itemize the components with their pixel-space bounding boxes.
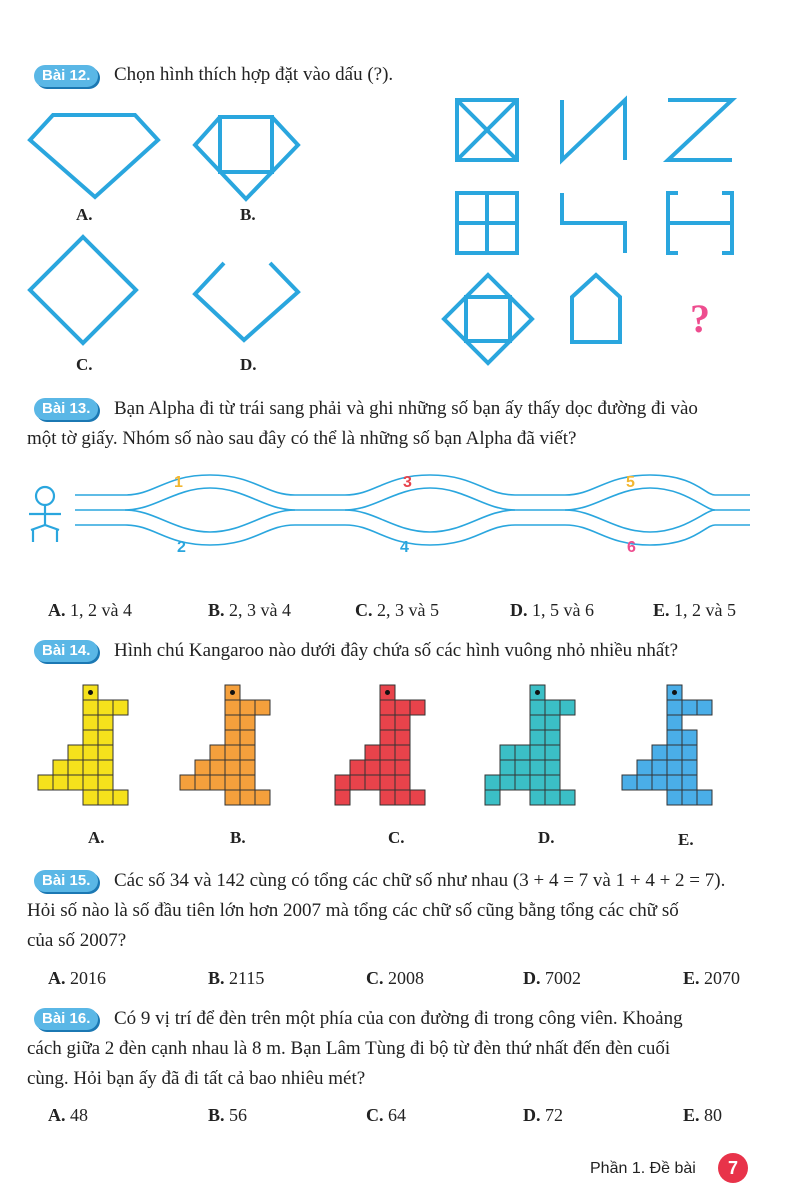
kangaroo-square <box>545 700 560 715</box>
kangaroo-square <box>682 730 697 745</box>
q14-label-c: C. <box>388 828 405 847</box>
kangaroo-square <box>98 760 113 775</box>
kangaroo-square <box>395 760 410 775</box>
q16-option-e[interactable]: E. 80 <box>683 1105 723 1125</box>
kangaroo-square <box>225 775 240 790</box>
q15-line1: Các số 34 và 142 cùng có tổng các chữ số như nhau (3 + 4 = 7 và 1 + 4 + 2 = 7). <box>114 870 726 891</box>
q12-label-d: D. <box>240 355 257 374</box>
kangaroo-square <box>652 775 667 790</box>
kangaroo-square <box>195 775 210 790</box>
kangaroo-square <box>380 730 395 745</box>
kangaroo-square <box>530 700 545 715</box>
q16-badge: Bài 16. <box>34 1008 98 1030</box>
q12-figure-d <box>192 260 307 345</box>
q13-option-a[interactable]: A. 1, 2 và 4 <box>48 600 132 620</box>
kangaroo-square <box>350 775 365 790</box>
kangaroo-square <box>485 790 500 805</box>
q15-option-b[interactable]: B. 2115 <box>208 968 265 988</box>
kangaroo-square <box>83 730 98 745</box>
kangaroo-square <box>500 775 515 790</box>
kangaroo-square <box>365 775 380 790</box>
kangaroo-square <box>255 790 270 805</box>
kangaroo-square <box>682 760 697 775</box>
kangaroo-square <box>395 775 410 790</box>
q12-figure-c <box>27 234 147 350</box>
kangaroo-square <box>395 745 410 760</box>
q13-path-number-3: 3 <box>403 474 412 491</box>
q13-badge: Bài 13. <box>34 398 98 420</box>
q14-kangaroo-b <box>180 685 300 805</box>
kangaroo-square <box>83 715 98 730</box>
q16-option-c[interactable]: C. 64 <box>366 1105 406 1125</box>
q12-label-c: C. <box>76 355 93 374</box>
kangaroo-square <box>53 760 68 775</box>
kangaroo-square <box>395 700 410 715</box>
kangaroo-square <box>410 790 425 805</box>
q13-line2: một tờ giấy. Nhóm số nào sau đây có thể là những số bạn Alpha đã viết? <box>27 428 577 449</box>
q15-badge: Bài 15. <box>34 870 98 892</box>
kangaroo-square <box>395 790 410 805</box>
kangaroo-eye <box>230 690 235 695</box>
q14-kangaroo-d <box>485 685 605 805</box>
kangaroo-square <box>98 745 113 760</box>
kangaroo-square <box>682 775 697 790</box>
kangaroo-square <box>225 700 240 715</box>
kangaroo-square <box>545 745 560 760</box>
kangaroo-square <box>240 730 255 745</box>
kangaroo-square <box>637 760 652 775</box>
kangaroo-square <box>83 760 98 775</box>
kangaroo-square <box>53 775 68 790</box>
kangaroo-square <box>98 775 113 790</box>
kangaroo-square <box>68 760 83 775</box>
kangaroo-square <box>530 775 545 790</box>
kangaroo-square <box>545 775 560 790</box>
kangaroo-square <box>225 715 240 730</box>
q13-option-e[interactable]: E. 1, 2 và 5 <box>653 600 737 620</box>
q13-line1: Bạn Alpha đi từ trái sang phải và ghi những số bạn ấy thấy dọc đường đi vào <box>114 398 698 419</box>
kangaroo-square <box>667 760 682 775</box>
q12-label-a: A. <box>76 205 93 224</box>
kangaroo-square <box>225 760 240 775</box>
kangaroo-square <box>335 775 350 790</box>
q14-text: Hình chú Kangaroo nào dưới đây chứa số các hình vuông nhỏ nhiều nhất? <box>114 640 679 661</box>
kangaroo-square <box>98 700 113 715</box>
kangaroo-square <box>255 700 270 715</box>
kangaroo-square <box>652 745 667 760</box>
kangaroo-square <box>98 715 113 730</box>
kangaroo-square <box>667 745 682 760</box>
q12-pattern-grid <box>440 95 740 355</box>
kangaroo-square <box>515 760 530 775</box>
kangaroo-square <box>667 715 682 730</box>
q15-line2: Hỏi số nào là số đầu tiên lớn hơn 2007 mà tổng các chữ số cũng bằng tổng các chữ số <box>27 900 679 921</box>
q14-kangaroo-e <box>622 685 742 805</box>
q14-label-b: B. <box>230 828 246 847</box>
kangaroo-square <box>545 760 560 775</box>
kangaroo-square <box>225 790 240 805</box>
q15-option-e[interactable]: E. 2070 <box>683 968 741 988</box>
kangaroo-square <box>545 730 560 745</box>
kangaroo-square <box>545 715 560 730</box>
kangaroo-square <box>545 790 560 805</box>
kangaroo-square <box>83 775 98 790</box>
kangaroo-square <box>380 745 395 760</box>
kangaroo-square <box>225 730 240 745</box>
kangaroo-square <box>530 745 545 760</box>
kangaroo-square <box>240 700 255 715</box>
kangaroo-square <box>68 745 83 760</box>
kangaroo-square <box>500 745 515 760</box>
kangaroo-square <box>380 790 395 805</box>
kangaroo-square <box>682 745 697 760</box>
q15-option-d[interactable]: D. 7002 <box>523 968 581 988</box>
q14-label-d: D. <box>538 828 555 847</box>
q15-option-c[interactable]: C. 2008 <box>366 968 424 988</box>
kangaroo-square <box>98 790 113 805</box>
kangaroo-square <box>210 745 225 760</box>
q15-line3: của số 2007? <box>27 930 127 951</box>
kangaroo-square <box>210 760 225 775</box>
q13-option-b[interactable]: B. 2, 3 và 4 <box>208 600 292 620</box>
kangaroo-square <box>652 760 667 775</box>
kangaroo-square <box>560 790 575 805</box>
kangaroo-square <box>380 760 395 775</box>
kangaroo-square <box>697 790 712 805</box>
q13-option-d[interactable]: D. 1, 5 và 6 <box>510 600 594 620</box>
q15-option-a[interactable]: A. 2016 <box>48 968 106 988</box>
q13-path-number-4: 4 <box>400 539 409 556</box>
footer-section-label: Phần 1. Đề bài <box>590 1160 696 1177</box>
kangaroo-square <box>240 760 255 775</box>
q16-line1: Có 9 vị trí để đèn trên một phía của con đường đi trong công viên. Khoảng <box>114 1008 683 1029</box>
q14-label-e: E. <box>678 830 694 849</box>
kangaroo-square <box>380 700 395 715</box>
kangaroo-square <box>682 790 697 805</box>
q12-badge: Bài 12. <box>34 65 98 87</box>
kangaroo-square <box>350 760 365 775</box>
q13-path-number-5: 5 <box>626 474 635 491</box>
kangaroo-square <box>667 790 682 805</box>
kangaroo-eye <box>535 690 540 695</box>
kangaroo-square <box>667 775 682 790</box>
page-number: 7 <box>718 1153 748 1183</box>
q13-path-number-6: 6 <box>627 539 636 556</box>
q16-line3: cùng. Hỏi bạn ấy đã đi tất cả bao nhiêu mét? <box>27 1068 366 1089</box>
q16-option-a[interactable]: A. 48 <box>48 1105 88 1125</box>
kangaroo-square <box>560 700 575 715</box>
kangaroo-square <box>83 790 98 805</box>
q13-path-diagram <box>25 470 755 580</box>
q13-path-number-1: 1 <box>174 474 183 491</box>
kangaroo-square <box>667 700 682 715</box>
q16-option-d[interactable]: D. 72 <box>523 1105 563 1125</box>
q12-label-b: B. <box>240 205 256 224</box>
kangaroo-square <box>240 715 255 730</box>
kangaroo-square <box>667 730 682 745</box>
kangaroo-eye <box>385 690 390 695</box>
kangaroo-square <box>395 715 410 730</box>
kangaroo-square <box>380 775 395 790</box>
kangaroo-square <box>225 745 240 760</box>
kangaroo-square <box>622 775 637 790</box>
kangaroo-square <box>240 790 255 805</box>
kangaroo-eye <box>88 690 93 695</box>
kangaroo-square <box>365 760 380 775</box>
kangaroo-square <box>682 700 697 715</box>
kangaroo-square <box>240 775 255 790</box>
q12-text: Chọn hình thích hợp đặt vào dấu (?). <box>114 64 394 85</box>
kangaroo-square <box>637 775 652 790</box>
kangaroo-square <box>98 730 113 745</box>
kangaroo-square <box>530 715 545 730</box>
kangaroo-square <box>113 700 128 715</box>
kangaroo-square <box>395 730 410 745</box>
kangaroo-square <box>515 775 530 790</box>
kangaroo-square <box>240 745 255 760</box>
q12-figure-b <box>190 112 310 202</box>
q13-path-number-2: 2 <box>177 539 186 556</box>
kangaroo-square <box>68 775 83 790</box>
kangaroo-square <box>515 745 530 760</box>
q12-figure-a <box>25 110 165 200</box>
q16-line2: cách giữa 2 đèn cạnh nhau là 8 m. Bạn Lâm Tùng đi bộ từ đèn thứ nhất đến đèn cuối <box>27 1038 671 1059</box>
q14-badge: Bài 14. <box>34 640 98 662</box>
kangaroo-square <box>180 775 195 790</box>
kangaroo-square <box>38 775 53 790</box>
kangaroo-square <box>210 775 225 790</box>
kangaroo-square <box>365 745 380 760</box>
kangaroo-square <box>335 790 350 805</box>
kangaroo-square <box>380 715 395 730</box>
kangaroo-square <box>530 730 545 745</box>
kangaroo-square <box>113 790 128 805</box>
kangaroo-square <box>500 760 515 775</box>
q14-kangaroo-c <box>335 685 455 805</box>
kangaroo-eye <box>672 690 677 695</box>
q14-label-a: A. <box>88 828 105 847</box>
kangaroo-square <box>83 745 98 760</box>
kangaroo-square <box>195 760 210 775</box>
q16-option-b[interactable]: B. 56 <box>208 1105 248 1125</box>
kangaroo-square <box>530 790 545 805</box>
q12-question-mark: ? <box>690 296 710 341</box>
kangaroo-square <box>410 700 425 715</box>
kangaroo-square <box>485 775 500 790</box>
kangaroo-square <box>83 700 98 715</box>
q13-option-c[interactable]: C. 2, 3 và 5 <box>355 600 439 620</box>
kangaroo-square <box>697 700 712 715</box>
kangaroo-square <box>530 760 545 775</box>
q14-kangaroo-a <box>38 685 158 805</box>
